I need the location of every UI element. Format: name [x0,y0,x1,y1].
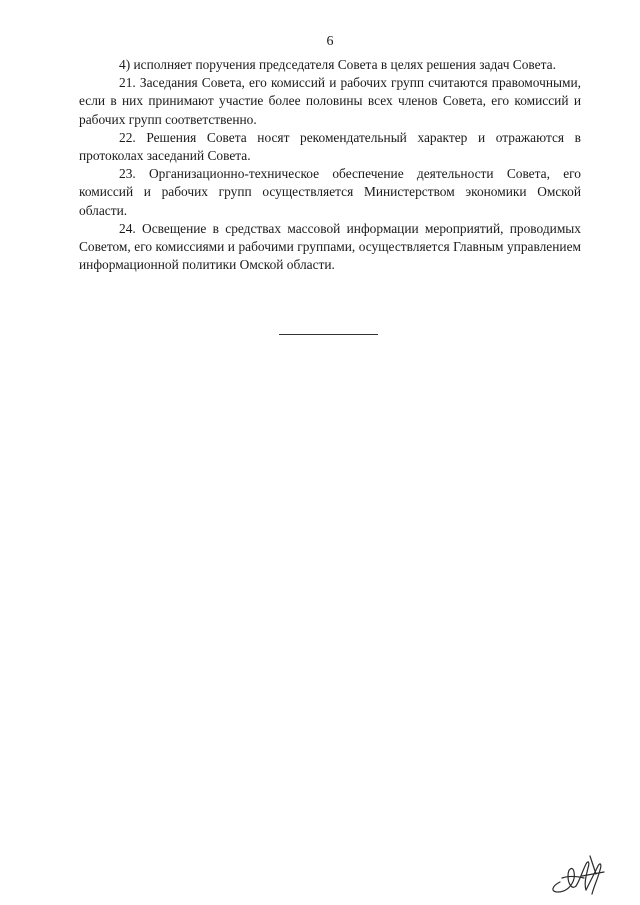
document-body [79,56,581,274]
clause-24: 24. Освещение в средствах массовой информации мероприятий, проводимых Советом, его комиссиями и рабочими группами, осуществляется Главным управлением информационной политики Омской области. [79,220,581,273]
handwritten-signature-icon [546,852,608,896]
list-item-4: 4) исполняет поручения председателя Совета в целях решения задач Совета. [119,57,556,72]
clause-21: 21. Заседания Совета, его комиссий и рабочих групп считаются правомочными, если в них принимают участие более половины всех членов Совета, его комиссий и рабочих групп соответственно. [79,75,581,127]
end-of-document-divider [279,334,378,335]
clause-22: 22. Решения Совета носят рекомендательный характер и отражаются в протоколах заседаний Совета. [79,129,581,164]
clause-23: 23. Организационно-техническое обеспечение деятельности Совета, его комиссий и рабочих групп осуществляется Министерством экономики Омской области. [79,166,581,218]
page-number: 6 [326,34,334,49]
